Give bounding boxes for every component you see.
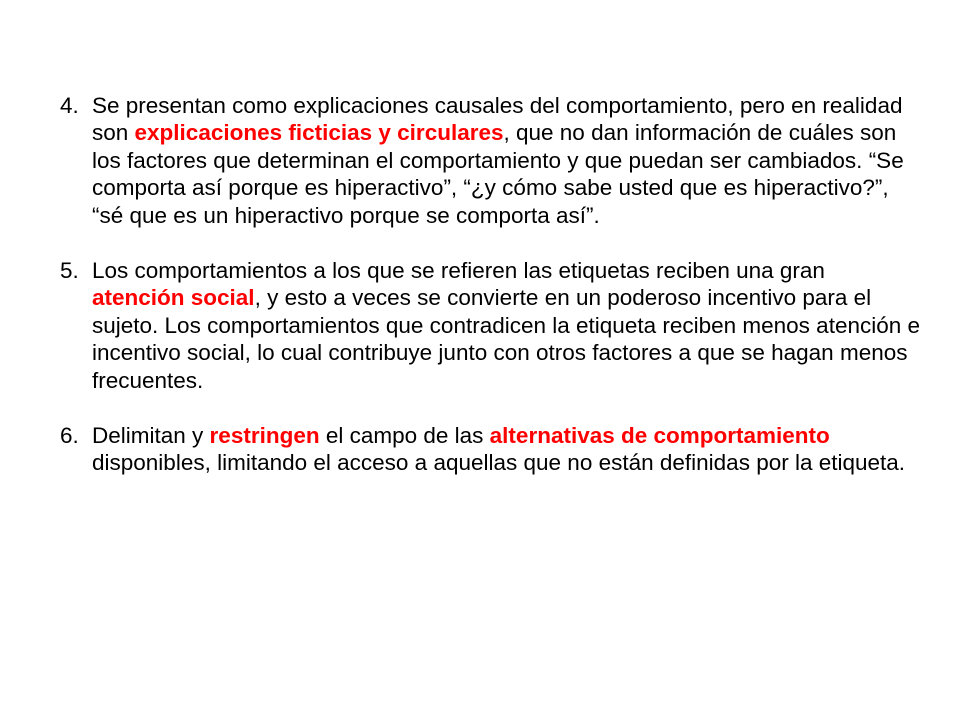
highlighted-term: atención social [92, 285, 255, 311]
text-segment: , que no dan información de cuáles son los factores que determinan el comportamiento y que puedan ser cambiados. “Se comporta así porque es hiperactivo”, “¿y cómo sabe usted que es hiperactivo?”, “sé que es un hiperactivo porque se comporta así”. [92, 120, 904, 228]
list-number: 5. [60, 258, 79, 284]
list-number: 6. [60, 423, 79, 449]
list-item-text [92, 257, 920, 394]
text-segment: Los comportamientos a los que se refieren las etiquetas reciben una gran [92, 258, 825, 284]
list-item-5 [60, 257, 920, 394]
text-segment: Se presentan como explicaciones causales del comportamiento, pero en realidad son [92, 93, 903, 146]
highlighted-term: restringen [209, 423, 320, 449]
list-number: 4. [60, 93, 79, 118]
text-segment: disponibles, limitando el acceso a aquellas que no están definidas por la etiqueta. [92, 450, 906, 476]
text-segment: el campo de las [319, 423, 490, 449]
text-segment: , y esto a veces se convierte en un poderoso incentivo para el sujeto. Los comportamientos que contradicen la etiqueta reciben menos atención e incentivo social, lo cual contribuye junto con otros factores a que se hagan menos frecuentes. [92, 285, 921, 393]
numbered-list [60, 92, 920, 477]
list-item-6 [60, 422, 920, 477]
list-item-4 [60, 92, 920, 229]
highlighted-term: alternativas de comportamiento [489, 423, 830, 449]
text-segment: Delimitan y [92, 423, 210, 449]
list-item-text [92, 422, 920, 477]
list-item-text [92, 92, 920, 229]
highlighted-term: explicaciones ficticias y circulares [134, 120, 504, 146]
